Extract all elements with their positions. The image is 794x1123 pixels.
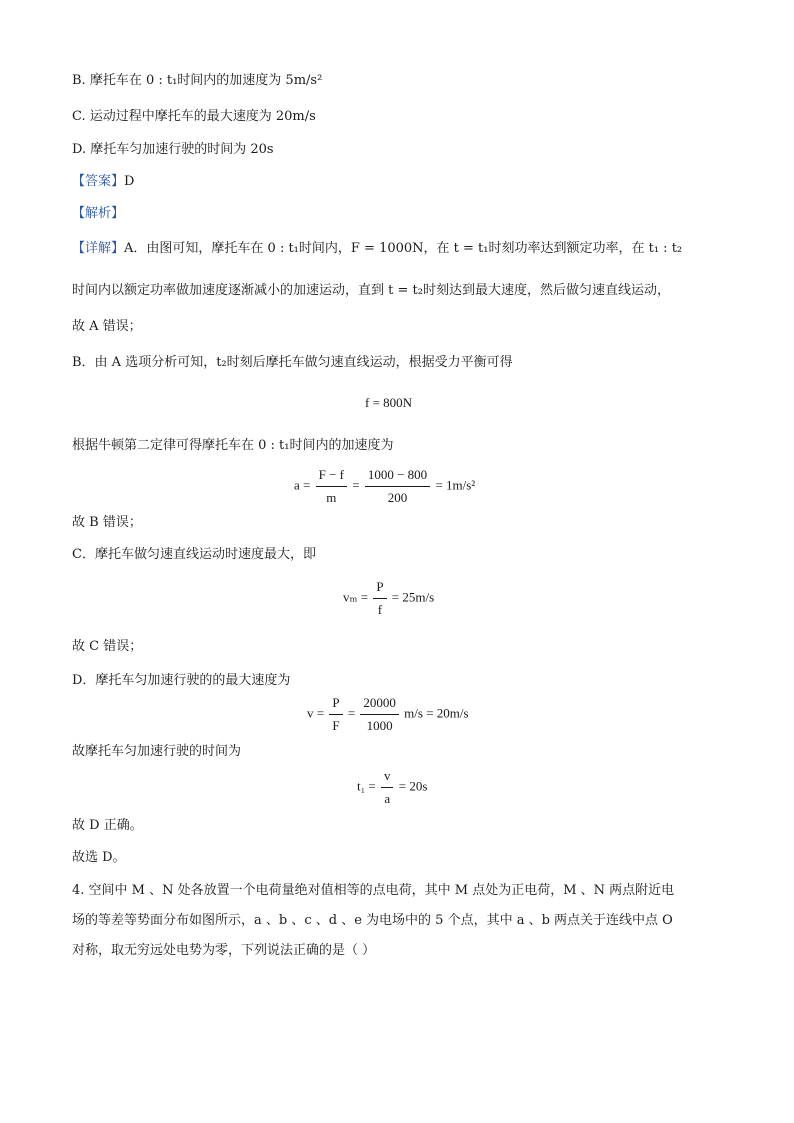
detail-b-line2: 根据牛顿第二定律可得摩托车在 0 : t₁时间内的加速度为 — [72, 438, 394, 453]
detail-d-line1: D．摩托车匀加速行驶的的最大速度为 — [72, 673, 291, 688]
fraction: $\frac{P}{f}$ — [373, 578, 386, 619]
fraction: $\frac{F - f}{m}$ — [316, 466, 347, 507]
option-d: D. 摩托车匀加速行驶的时间为 20s — [72, 142, 274, 157]
answer-line — [72, 173, 134, 191]
force-equation: F = 1000N — [350, 241, 424, 256]
detail-label: 【详解】 — [72, 241, 125, 256]
detail-a-line1: 【详解】A．由图可知，摩托车在 0 : t₁时间内，F = 1000N，在 t = t₁时刻功率达到额定功率，在 t₁ : t₂ — [72, 241, 683, 256]
question4-line3: 对称，取无穷远处电势为零，下列说法正确的是（ ） — [72, 943, 376, 958]
question4-line1: 4. 空间中 M 、N 处各放置一个电荷量绝对值相等的点电荷，其中 M 点处为正电荷，M 、N 两点附近电 — [72, 883, 675, 898]
formula-velocity: v = $\frac{P}{F}$ = $\frac{20000}{1000}$ m/s = 20m/s — [307, 695, 469, 733]
detail-c-line2: 故 C 错误； — [72, 639, 143, 654]
detail-c-line1: C．摩托车做匀速直线运动时速度最大，即 — [72, 547, 316, 562]
detail-b-line1: B．由 A 选项分析可知，t₂时刻后摩托车做匀速直线运动，根据受力平衡可得 — [72, 355, 513, 370]
answer-label: 【答案】 — [72, 174, 125, 189]
answer-value: D — [124, 174, 135, 189]
fraction: $\frac{P}{F}$ — [329, 694, 342, 735]
fraction: $\frac{1000 - 800}{200}$ — [365, 466, 430, 507]
choose-line: 故选 D。 — [72, 850, 126, 865]
formula-acceleration: a = $\frac{F - f}{m}$ = $\frac{1000 - 800}{200}$ = 1m/s² — [294, 467, 476, 505]
analysis-label: 【解析】 — [72, 206, 125, 221]
detail-d-line3: 故 D 正确。 — [72, 818, 143, 833]
option-c: C. 运动过程中摩托车的最大速度为 20m/s — [72, 109, 316, 124]
detail-b-line3: 故 B 错误； — [72, 515, 142, 530]
detail-a-line2: 时间内以额定功率做加速度逐渐减小的加速运动，直到 t = t₂时刻达到最大速度，然后做匀速直线运动， — [72, 283, 670, 298]
detail-a-line3: 故 A 错误； — [72, 319, 142, 334]
question4-line2: 场的等差等势面分布如图所示，a 、b 、c 、d 、e 为电场中的 5 个点，其中 a 、b 两点关于连线中点 O — [72, 913, 673, 928]
option-b: B. 摩托车在 0 : t₁时间内的加速度为 5m/s² — [72, 73, 323, 88]
formula-time: t₁ = $\frac{v}{a}$ = 20s — [357, 768, 428, 806]
fraction: $\frac{v}{a}$ — [381, 767, 394, 808]
detail-d-line2: 故摩托车匀加速行驶的时间为 — [72, 744, 242, 759]
formula-friction: f = 800N — [365, 395, 413, 410]
fraction: $\frac{20000}{1000}$ — [360, 694, 399, 735]
formula-max-velocity: vₘ = $\frac{P}{f}$ = 25m/s — [343, 579, 435, 617]
